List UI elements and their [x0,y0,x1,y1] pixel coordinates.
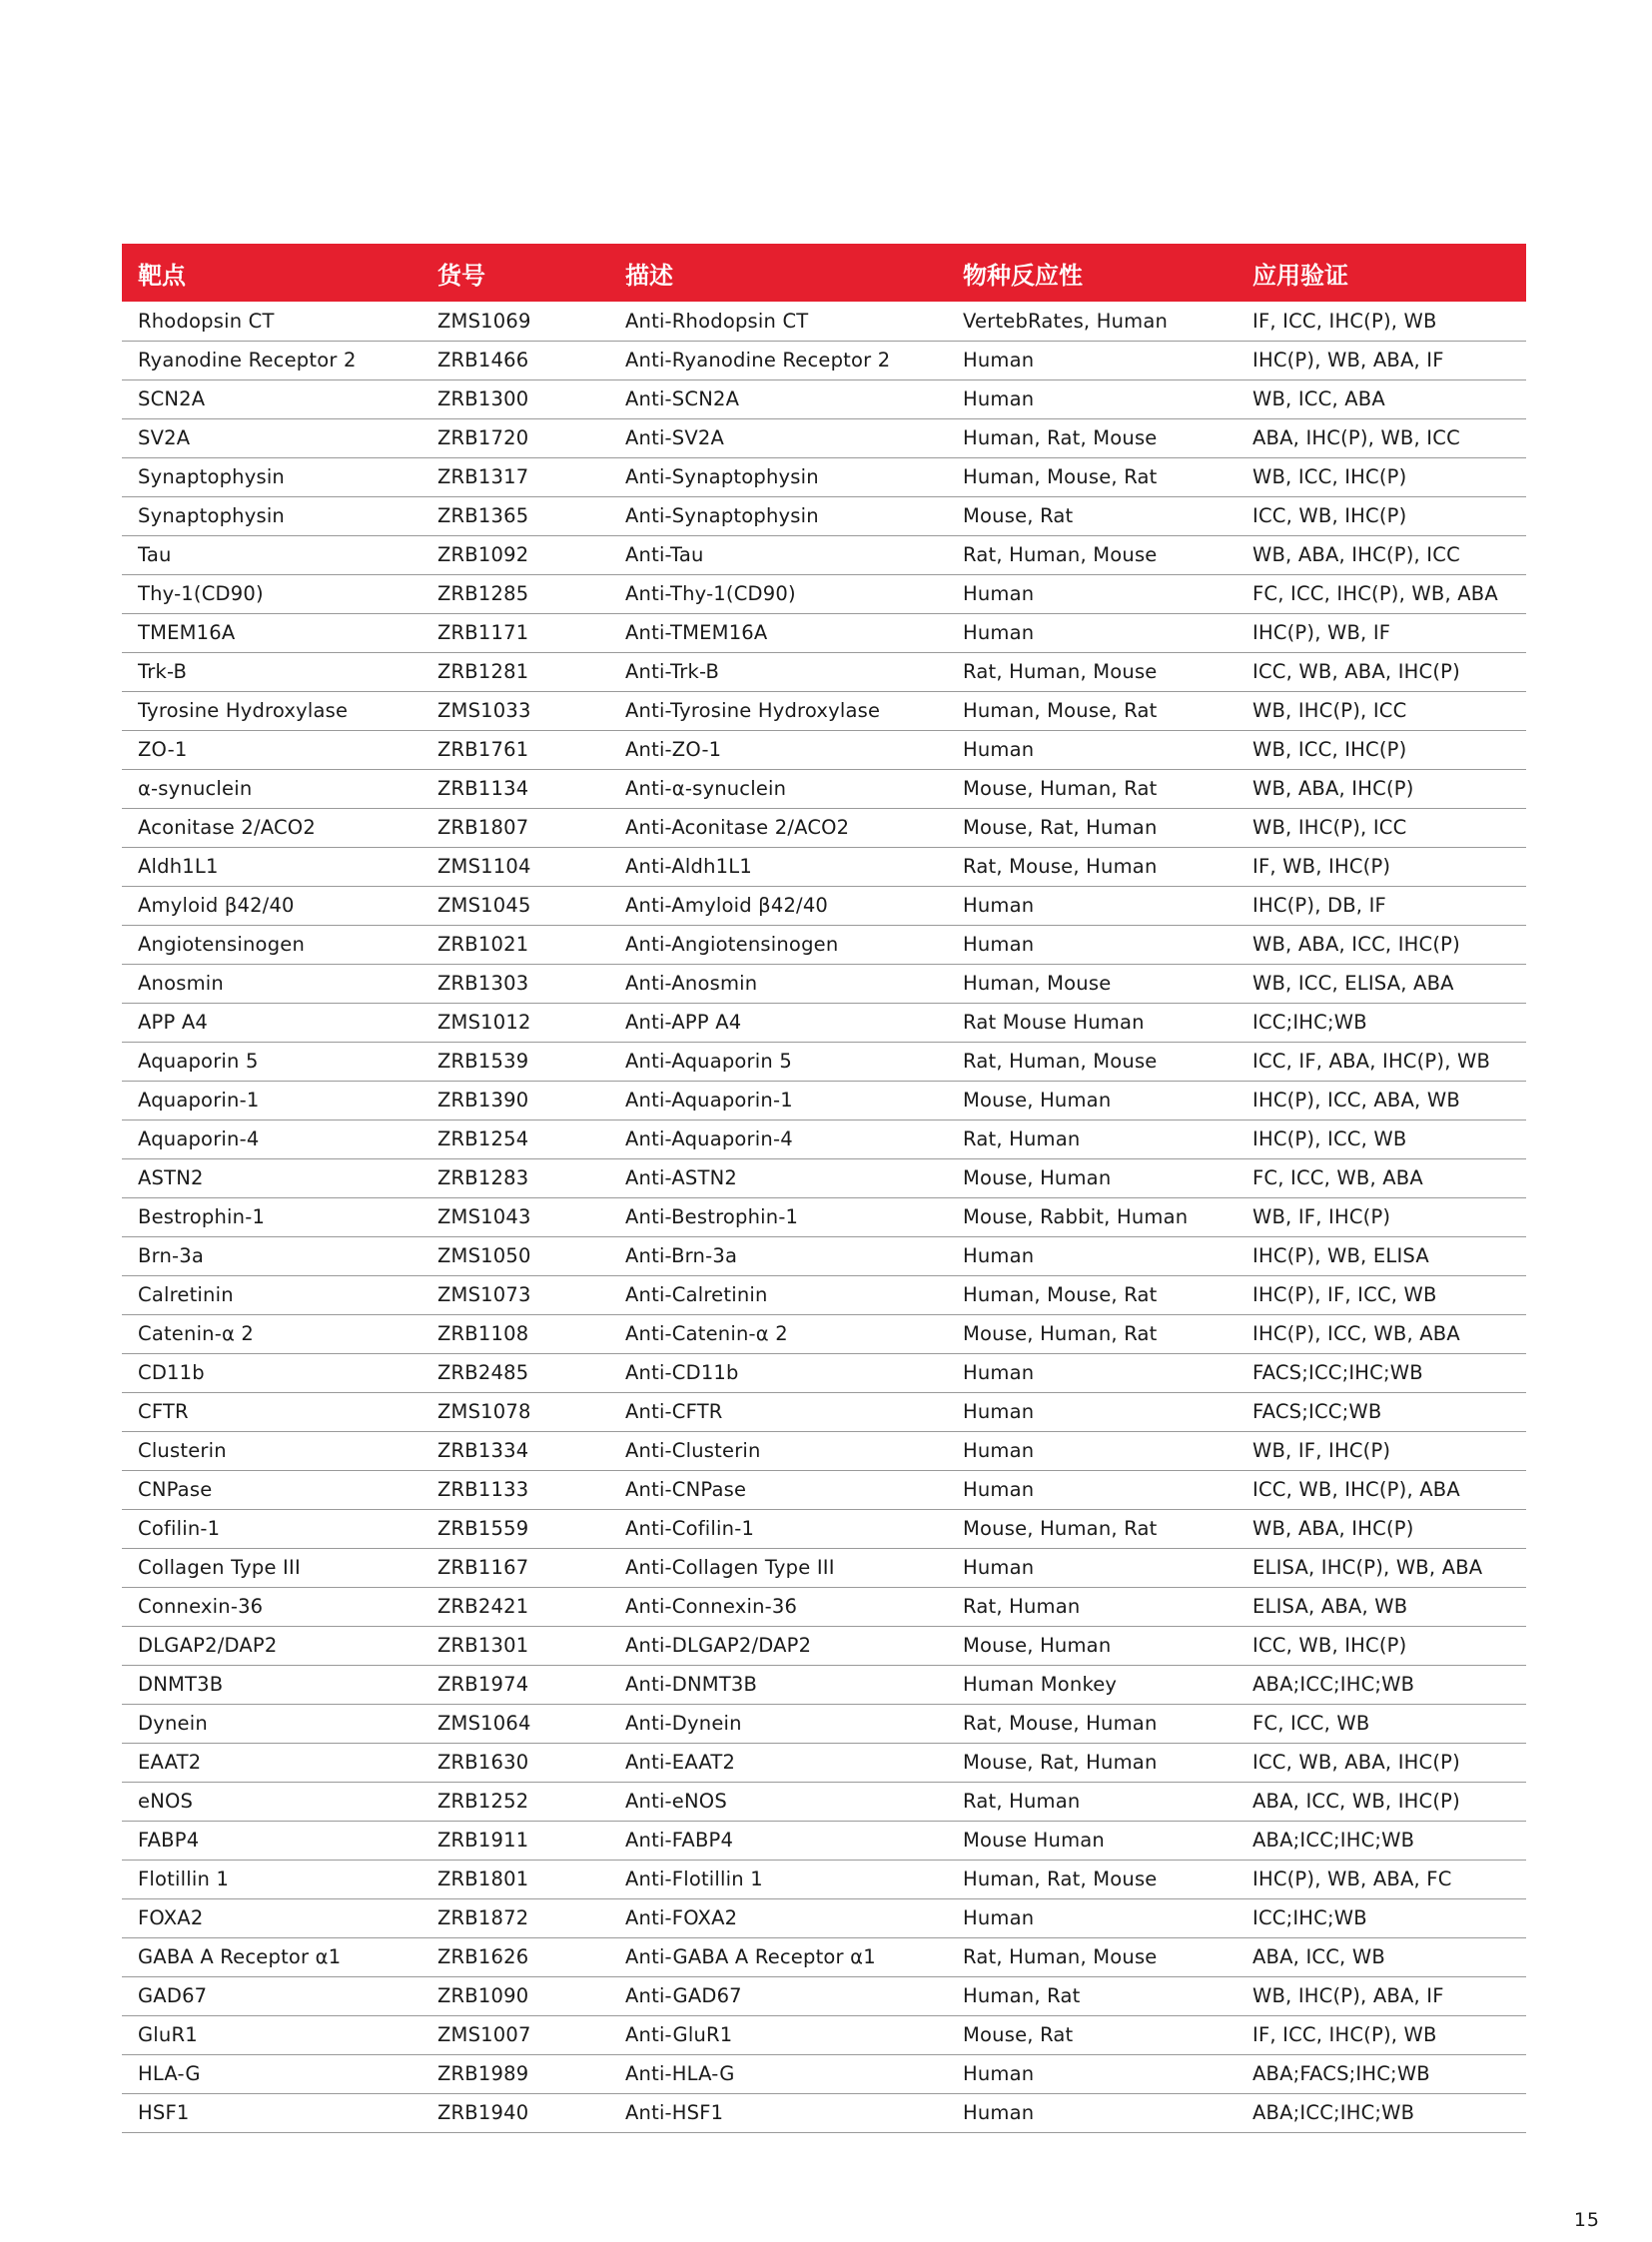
cell-species-reactivity: VertebRates, Human [947,302,1237,341]
cell-target: GABA A Receptor α1 [122,1937,421,1976]
cell-target: Clusterin [122,1431,421,1470]
cell-catalog-number: ZRB1911 [421,1821,609,1860]
cell-catalog-number: ZRB1390 [421,1081,609,1120]
table-row [122,1898,1526,1937]
cell-applications: WB, IF, IHC(P) [1237,1197,1526,1236]
table-row [122,1431,1526,1470]
cell-species-reactivity: Human [947,574,1237,613]
cell-applications: WB, IHC(P), ABA, IF [1237,1976,1526,2015]
table-row [122,1626,1526,1665]
cell-species-reactivity: Human [947,1431,1237,1470]
cell-species-reactivity: Human [947,613,1237,652]
cell-species-reactivity: Human, Mouse, Rat [947,457,1237,496]
cell-applications: WB, ICC, ELISA, ABA [1237,964,1526,1003]
cell-applications: IHC(P), WB, ELISA [1237,1236,1526,1275]
cell-species-reactivity: Mouse, Rat [947,496,1237,535]
cell-catalog-number: ZRB2485 [421,1353,609,1392]
cell-target: Trk-B [122,652,421,691]
cell-applications: IF, WB, IHC(P) [1237,847,1526,886]
cell-catalog-number: ZMS1007 [421,2015,609,2054]
cell-applications: WB, ABA, IHC(P), ICC [1237,535,1526,574]
cell-description: Anti-Synaptophysin [609,496,947,535]
cell-target: Brn-3a [122,1236,421,1275]
cell-species-reactivity: Rat, Human, Mouse [947,652,1237,691]
cell-catalog-number: ZRB1761 [421,730,609,769]
cell-catalog-number: ZRB1254 [421,1120,609,1158]
cell-catalog-number: ZMS1073 [421,1275,609,1314]
cell-applications: IHC(P), ICC, WB, ABA [1237,1314,1526,1353]
cell-species-reactivity: Human, Rat, Mouse [947,1860,1237,1898]
table-row [122,1782,1526,1821]
cell-description: Anti-Ryanodine Receptor 2 [609,341,947,379]
cell-species-reactivity: Mouse, Human, Rat [947,769,1237,808]
table-row [122,574,1526,613]
cell-catalog-number: ZRB1974 [421,1665,609,1704]
table-row [122,535,1526,574]
cell-species-reactivity: Mouse, Human, Rat [947,1509,1237,1548]
cell-species-reactivity: Mouse, Human [947,1081,1237,1120]
cell-target: Aquaporin-1 [122,1081,421,1120]
cell-description: Anti-ASTN2 [609,1158,947,1197]
cell-description: Anti-Aquaporin-1 [609,1081,947,1120]
table-row [122,1042,1526,1081]
table-row [122,1353,1526,1392]
cell-applications: ELISA, IHC(P), WB, ABA [1237,1548,1526,1587]
cell-catalog-number: ZMS1043 [421,1197,609,1236]
table-row [122,1976,1526,2015]
antibody-product-table [122,244,1526,2133]
cell-description: Anti-Catenin-α 2 [609,1314,947,1353]
cell-applications: ABA;FACS;IHC;WB [1237,2054,1526,2093]
table-row [122,652,1526,691]
cell-species-reactivity: Mouse, Rat [947,2015,1237,2054]
cell-species-reactivity: Human [947,341,1237,379]
cell-description: Anti-α-synuclein [609,769,947,808]
cell-description: Anti-APP A4 [609,1003,947,1042]
cell-catalog-number: ZMS1012 [421,1003,609,1042]
cell-target: Aconitase 2/ACO2 [122,808,421,847]
column-header-target: 靶点 [138,261,186,290]
cell-species-reactivity: Rat, Human, Mouse [947,1042,1237,1081]
cell-description: Anti-SV2A [609,418,947,457]
cell-target: TMEM16A [122,613,421,652]
cell-target: GAD67 [122,1976,421,2015]
cell-description: Anti-Aconitase 2/ACO2 [609,808,947,847]
cell-target: α-synuclein [122,769,421,808]
cell-description: Anti-GAD67 [609,1976,947,2015]
cell-description: Anti-Collagen Type III [609,1548,947,1587]
table-row [122,730,1526,769]
table-row [122,964,1526,1003]
cell-catalog-number: ZMS1033 [421,691,609,730]
cell-target: Angiotensinogen [122,925,421,964]
cell-catalog-number: ZRB1334 [421,1431,609,1470]
table-row [122,886,1526,925]
cell-catalog-number: ZRB1559 [421,1509,609,1548]
cell-catalog-number: ZRB1171 [421,613,609,652]
cell-description: Anti-ZO-1 [609,730,947,769]
cell-target: DLGAP2/DAP2 [122,1626,421,1665]
cell-applications: IHC(P), DB, IF [1237,886,1526,925]
cell-applications: FACS;ICC;WB [1237,1392,1526,1431]
cell-applications: ABA, ICC, WB [1237,1937,1526,1976]
cell-catalog-number: ZRB1801 [421,1860,609,1898]
cell-species-reactivity: Human, Mouse, Rat [947,1275,1237,1314]
cell-target: Bestrophin-1 [122,1197,421,1236]
cell-catalog-number: ZRB1133 [421,1470,609,1509]
table-row [122,1821,1526,1860]
cell-description: Anti-Tau [609,535,947,574]
cell-target: SCN2A [122,379,421,418]
cell-catalog-number: ZMS1078 [421,1392,609,1431]
cell-catalog-number: ZRB2421 [421,1587,609,1626]
cell-target: ZO-1 [122,730,421,769]
cell-target: Tau [122,535,421,574]
cell-species-reactivity: Human, Mouse, Rat [947,691,1237,730]
cell-species-reactivity: Rat, Human [947,1120,1237,1158]
cell-target: CNPase [122,1470,421,1509]
cell-description: Anti-TMEM16A [609,613,947,652]
cell-species-reactivity: Human [947,1392,1237,1431]
cell-applications: ICC, WB, ABA, IHC(P) [1237,652,1526,691]
cell-description: Anti-CFTR [609,1392,947,1431]
table-row [122,1548,1526,1587]
cell-description: Anti-Connexin-36 [609,1587,947,1626]
cell-target: HSF1 [122,2093,421,2132]
table-row [122,1392,1526,1431]
cell-catalog-number: ZRB1092 [421,535,609,574]
cell-description: Anti-Aquaporin-4 [609,1120,947,1158]
cell-species-reactivity: Human Monkey [947,1665,1237,1704]
cell-applications: ICC, WB, ABA, IHC(P) [1237,1743,1526,1782]
cell-catalog-number: ZRB1134 [421,769,609,808]
cell-applications: WB, ABA, IHC(P) [1237,769,1526,808]
cell-target: Aquaporin 5 [122,1042,421,1081]
cell-applications: FACS;ICC;IHC;WB [1237,1353,1526,1392]
cell-target: HLA-G [122,2054,421,2093]
cell-target: Aldh1L1 [122,847,421,886]
table-row [122,808,1526,847]
cell-description: Anti-CD11b [609,1353,947,1392]
cell-catalog-number: ZRB1630 [421,1743,609,1782]
table-row [122,925,1526,964]
cell-target: APP A4 [122,1003,421,1042]
cell-applications: WB, ABA, IHC(P) [1237,1509,1526,1548]
cell-target: Rhodopsin CT [122,302,421,341]
cell-species-reactivity: Human [947,1236,1237,1275]
cell-species-reactivity: Mouse, Rat, Human [947,808,1237,847]
table-row [122,847,1526,886]
table-row [122,1509,1526,1548]
cell-description: Anti-Rhodopsin CT [609,302,947,341]
cell-applications: FC, ICC, WB, ABA [1237,1158,1526,1197]
table-row [122,1937,1526,1976]
cell-applications: ABA, ICC, WB, IHC(P) [1237,1782,1526,1821]
table-row [122,1158,1526,1197]
cell-species-reactivity: Rat, Mouse, Human [947,847,1237,886]
cell-catalog-number: ZRB1303 [421,964,609,1003]
cell-species-reactivity: Rat, Mouse, Human [947,1704,1237,1743]
table-row [122,691,1526,730]
cell-catalog-number: ZMS1064 [421,1704,609,1743]
cell-applications: WB, ICC, IHC(P) [1237,730,1526,769]
cell-catalog-number: ZRB1283 [421,1158,609,1197]
cell-species-reactivity: Mouse, Rabbit, Human [947,1197,1237,1236]
cell-catalog-number: ZRB1167 [421,1548,609,1587]
column-header-applications: 应用验证 [1252,261,1348,290]
cell-target: ASTN2 [122,1158,421,1197]
cell-description: Anti-Trk-B [609,652,947,691]
cell-species-reactivity: Mouse, Human [947,1626,1237,1665]
cell-applications: FC, ICC, WB [1237,1704,1526,1743]
cell-applications: WB, ICC, ABA [1237,379,1526,418]
cell-catalog-number: ZRB1365 [421,496,609,535]
table-row [122,2054,1526,2093]
cell-catalog-number: ZRB1281 [421,652,609,691]
cell-target: Connexin-36 [122,1587,421,1626]
cell-applications: ICC, WB, IHC(P) [1237,496,1526,535]
cell-applications: IHC(P), ICC, WB [1237,1120,1526,1158]
table-row [122,1587,1526,1626]
cell-catalog-number: ZMS1050 [421,1236,609,1275]
cell-applications: ABA;ICC;IHC;WB [1237,1821,1526,1860]
cell-applications: ICC;IHC;WB [1237,1898,1526,1937]
table-row [122,2093,1526,2132]
cell-species-reactivity: Human [947,730,1237,769]
cell-applications: WB, IHC(P), ICC [1237,691,1526,730]
table-row [122,1197,1526,1236]
cell-applications: ABA;ICC;IHC;WB [1237,1665,1526,1704]
cell-description: Anti-DNMT3B [609,1665,947,1704]
cell-applications: ICC, WB, IHC(P) [1237,1626,1526,1665]
cell-target: eNOS [122,1782,421,1821]
cell-target: Thy-1(CD90) [122,574,421,613]
table-body [122,302,1526,2132]
cell-target: Calretinin [122,1275,421,1314]
cell-species-reactivity: Human, Rat [947,1976,1237,2015]
cell-description: Anti-GABA A Receptor α1 [609,1937,947,1976]
cell-target: FABP4 [122,1821,421,1860]
cell-description: Anti-Tyrosine Hydroxylase [609,691,947,730]
cell-applications: ICC;IHC;WB [1237,1003,1526,1042]
cell-species-reactivity: Rat Mouse Human [947,1003,1237,1042]
table-row [122,457,1526,496]
cell-description: Anti-Bestrophin-1 [609,1197,947,1236]
cell-applications: WB, IHC(P), ICC [1237,808,1526,847]
cell-applications: WB, ICC, IHC(P) [1237,457,1526,496]
cell-applications: ABA, IHC(P), WB, ICC [1237,418,1526,457]
cell-target: Amyloid β42/40 [122,886,421,925]
table-row [122,1275,1526,1314]
table-row [122,2015,1526,2054]
cell-catalog-number: ZRB1989 [421,2054,609,2093]
table-row [122,769,1526,808]
cell-target: EAAT2 [122,1743,421,1782]
cell-target: FOXA2 [122,1898,421,1937]
cell-catalog-number: ZRB1301 [421,1626,609,1665]
cell-description: Anti-Synaptophysin [609,457,947,496]
cell-species-reactivity: Rat, Human, Mouse [947,535,1237,574]
table-row [122,1470,1526,1509]
cell-catalog-number: ZRB1108 [421,1314,609,1353]
cell-description: Anti-eNOS [609,1782,947,1821]
cell-species-reactivity: Mouse, Rat, Human [947,1743,1237,1782]
cell-catalog-number: ZRB1720 [421,418,609,457]
cell-target: Synaptophysin [122,496,421,535]
table-row [122,1743,1526,1782]
cell-catalog-number: ZMS1104 [421,847,609,886]
cell-catalog-number: ZRB1539 [421,1042,609,1081]
cell-applications: ICC, WB, IHC(P), ABA [1237,1470,1526,1509]
cell-target: GluR1 [122,2015,421,2054]
cell-target: DNMT3B [122,1665,421,1704]
cell-applications: IF, ICC, IHC(P), WB [1237,302,1526,341]
table-header [122,244,1526,302]
cell-species-reactivity: Rat, Human [947,1782,1237,1821]
cell-description: Anti-Aquaporin 5 [609,1042,947,1081]
cell-species-reactivity: Mouse, Human [947,1158,1237,1197]
cell-catalog-number: ZRB1252 [421,1782,609,1821]
cell-species-reactivity: Mouse Human [947,1821,1237,1860]
cell-description: Anti-HSF1 [609,2093,947,2132]
cell-species-reactivity: Human [947,2054,1237,2093]
cell-applications: IHC(P), IF, ICC, WB [1237,1275,1526,1314]
cell-catalog-number: ZMS1069 [421,302,609,341]
cell-target: Anosmin [122,964,421,1003]
cell-species-reactivity: Human [947,1353,1237,1392]
table-row [122,496,1526,535]
cell-description: Anti-GluR1 [609,2015,947,2054]
cell-applications: IHC(P), WB, ABA, IF [1237,341,1526,379]
cell-species-reactivity: Rat, Human, Mouse [947,1937,1237,1976]
cell-catalog-number: ZRB1090 [421,1976,609,2015]
table-row [122,1860,1526,1898]
cell-description: Anti-Thy-1(CD90) [609,574,947,613]
cell-applications: ELISA, ABA, WB [1237,1587,1526,1626]
cell-target: SV2A [122,418,421,457]
table-row [122,302,1526,341]
cell-species-reactivity: Human [947,1898,1237,1937]
cell-species-reactivity: Human, Mouse [947,964,1237,1003]
cell-target: Flotillin 1 [122,1860,421,1898]
cell-description: Anti-Angiotensinogen [609,925,947,964]
table-row [122,1704,1526,1743]
cell-species-reactivity: Human [947,1470,1237,1509]
cell-target: Synaptophysin [122,457,421,496]
table-row [122,1081,1526,1120]
page-number: 15 [1573,2209,1600,2231]
cell-target: Catenin-α 2 [122,1314,421,1353]
cell-description: Anti-Cofilin-1 [609,1509,947,1548]
cell-description: Anti-EAAT2 [609,1743,947,1782]
cell-target: Collagen Type III [122,1548,421,1587]
product-table-container [122,244,1526,2133]
table-header-row [122,244,1526,302]
table-row [122,1236,1526,1275]
cell-description: Anti-Brn-3a [609,1236,947,1275]
cell-species-reactivity: Human [947,1548,1237,1587]
cell-description: Anti-Aldh1L1 [609,847,947,886]
cell-description: Anti-FOXA2 [609,1898,947,1937]
cell-species-reactivity: Human [947,379,1237,418]
cell-applications: IHC(P), ICC, ABA, WB [1237,1081,1526,1120]
cell-species-reactivity: Mouse, Human, Rat [947,1314,1237,1353]
cell-target: Ryanodine Receptor 2 [122,341,421,379]
cell-target: Aquaporin-4 [122,1120,421,1158]
cell-description: Anti-SCN2A [609,379,947,418]
table-row [122,1003,1526,1042]
cell-target: CFTR [122,1392,421,1431]
table-row [122,1314,1526,1353]
cell-catalog-number: ZRB1021 [421,925,609,964]
cell-catalog-number: ZRB1466 [421,341,609,379]
cell-catalog-number: ZRB1317 [421,457,609,496]
cell-catalog-number: ZRB1285 [421,574,609,613]
cell-description: Anti-Flotillin 1 [609,1860,947,1898]
cell-catalog-number: ZRB1872 [421,1898,609,1937]
cell-target: Dynein [122,1704,421,1743]
cell-description: Anti-Calretinin [609,1275,947,1314]
cell-target: CD11b [122,1353,421,1392]
table-row [122,613,1526,652]
cell-description: Anti-CNPase [609,1470,947,1509]
cell-applications: IHC(P), WB, ABA, FC [1237,1860,1526,1898]
column-header-description: 描述 [625,261,673,290]
cell-catalog-number: ZRB1807 [421,808,609,847]
cell-applications: FC, ICC, IHC(P), WB, ABA [1237,574,1526,613]
cell-applications: IHC(P), WB, IF [1237,613,1526,652]
table-row [122,418,1526,457]
cell-species-reactivity: Human [947,925,1237,964]
cell-species-reactivity: Human [947,2093,1237,2132]
cell-applications: ABA;ICC;IHC;WB [1237,2093,1526,2132]
cell-species-reactivity: Human, Rat, Mouse [947,418,1237,457]
cell-applications: IF, ICC, IHC(P), WB [1237,2015,1526,2054]
cell-description: Anti-DLGAP2/DAP2 [609,1626,947,1665]
cell-description: Anti-Clusterin [609,1431,947,1470]
column-header-species-reactivity: 物种反应性 [963,261,1083,290]
cell-applications: WB, IF, IHC(P) [1237,1431,1526,1470]
table-row [122,379,1526,418]
cell-catalog-number: ZRB1626 [421,1937,609,1976]
cell-description: Anti-Amyloid β42/40 [609,886,947,925]
cell-catalog-number: ZRB1940 [421,2093,609,2132]
cell-catalog-number: ZRB1300 [421,379,609,418]
cell-catalog-number: ZMS1045 [421,886,609,925]
cell-species-reactivity: Rat, Human [947,1587,1237,1626]
table-row [122,341,1526,379]
cell-applications: WB, ABA, ICC, IHC(P) [1237,925,1526,964]
column-header-catalog-number: 货号 [437,261,485,290]
cell-description: Anti-Anosmin [609,964,947,1003]
cell-description: Anti-FABP4 [609,1821,947,1860]
table-row [122,1665,1526,1704]
cell-applications: ICC, IF, ABA, IHC(P), WB [1237,1042,1526,1081]
cell-target: Tyrosine Hydroxylase [122,691,421,730]
cell-description: Anti-Dynein [609,1704,947,1743]
table-row [122,1120,1526,1158]
cell-target: Cofilin-1 [122,1509,421,1548]
cell-species-reactivity: Human [947,886,1237,925]
cell-description: Anti-HLA-G [609,2054,947,2093]
